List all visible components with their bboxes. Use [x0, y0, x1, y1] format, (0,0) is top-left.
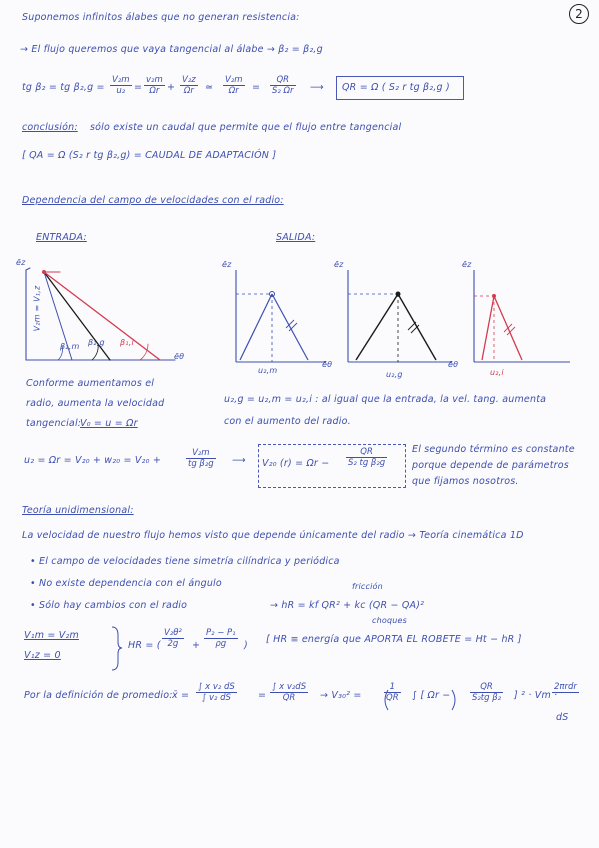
frac-v2m-tgb: $\frac{\text{V₂m}}{\text{tg β₂g}}$ — [188, 448, 214, 469]
eo-axis-label-2: ēθ — [322, 360, 333, 369]
v20-equation: V₂₀ (r) = Ωr − — [262, 458, 330, 469]
eo-axis-label-1: ēθ — [174, 352, 185, 361]
prom-tail: ] ² · Vm · — [514, 690, 558, 701]
qr-result: QR = Ω ( S₂ r tg β₂,g ) — [342, 82, 450, 93]
tangential-flow-line: → El flujo queremos que vaya tangencial al álabe → β₂ = β₂,g — [20, 44, 323, 55]
comment-line-2: radio, aumenta la velocidad — [26, 398, 165, 409]
beta-2g-label: β₂,g — [88, 338, 105, 347]
frac-qr-s2tgb: $\frac{QR}{\text{S₂ tg β₂g}}$ — [348, 447, 386, 468]
teoria-text: La velocidad de nuestro flujo hemos visto que depende únicamente del radio → Teoría cinemática 1D — [22, 530, 524, 541]
frac-v2z-or: $\frac{\text{V₂z}}{\Omega r}$ — [182, 75, 196, 96]
paren-close: ) — [244, 640, 248, 651]
comment-line-3: tangencial: — [26, 418, 82, 429]
arrow: ⟶ — [310, 82, 324, 93]
salida-triangle-g — [348, 270, 452, 362]
salida-label: SALIDA: — [276, 232, 316, 243]
v1z-eq: V₁z = 0 — [24, 650, 61, 661]
entrada-label: ENTRADA: — [36, 232, 87, 243]
frac-1-qr: $\frac{1}{QR}$ — [386, 682, 399, 703]
note-line-2: porque depende de parámetros — [412, 460, 569, 471]
ez-axis-label-1: ēz — [16, 258, 26, 267]
salida-comment-1: u₂,g = u₂,m = u₂,i : al igual que la entrada, la vel. tang. aumenta — [224, 394, 547, 405]
arrow: ⟶ — [232, 455, 246, 466]
teoria-title: Teoría unidimensional: — [22, 505, 134, 516]
u2-equation: u₂ = Ωr = V₂₀ + w₂₀ = V₂₀ + — [24, 455, 161, 466]
tan-eq-start: tg β₂ = tg β₂,g = — [22, 82, 105, 93]
ez-axis-label-4: ēz — [462, 260, 472, 269]
frac-int-xv-qr: $\frac{\text{∫ x v₂dS}}{QR}$ — [272, 682, 307, 703]
salida-triangle-m — [236, 270, 326, 362]
hr-losses-eq: → hR = kf QR² + kc (QR − QA)² — [270, 600, 425, 611]
bullet-3: • Sólo hay cambios con el radio — [30, 600, 188, 611]
frac-qr: $\frac{QR}{\text{S₂ Ωr}}$ — [272, 75, 294, 96]
note-line-1: El segundo término es constante — [412, 444, 575, 455]
choques-label: choques — [372, 616, 408, 625]
beta-2i-label: β₁,i — [120, 338, 134, 347]
promedio-label: Por la definición de promedio: — [24, 690, 173, 701]
friccion-label: fricción — [352, 582, 383, 591]
frac-dp-rhog: $\frac{\text{P₂ − P₁}}{\rho g}$ — [206, 628, 236, 649]
conclusion-label: conclusión: — [22, 122, 78, 133]
HR-definition: [ HR ≡ energía que APORTA EL ROBETE = Ht − hR ] — [266, 634, 522, 645]
frac-v2m-u2: $\frac{\text{V₂m}}{\text{u₂}}$ — [112, 75, 130, 96]
dependence-title: Dependencia del campo de velocidades con el radio: — [22, 195, 284, 206]
eq-sign: ≃ — [205, 82, 214, 93]
u2i-label: u₂,i — [490, 368, 504, 377]
eq-sign: = — [258, 690, 267, 701]
eq-sign: + — [192, 640, 201, 651]
eq-sign: + — [167, 82, 176, 93]
vside-label: V₂m = V₁,z — [32, 285, 42, 332]
prom-v-eq: → V₃₀² = — [320, 690, 362, 701]
eq-sign: = — [134, 82, 143, 93]
frac-2pirdr: 2πrdr — [554, 682, 577, 692]
frac-v2m-or: $\frac{\text{v₂m}}{\Omega r}$ — [146, 75, 163, 96]
prom-ds: dS — [556, 712, 569, 723]
eq-sign: = — [252, 82, 261, 93]
frac-int-xv-v: $\frac{\text{∫ x v₂ dS}}{\text{∫ v₂ dS}}$ — [198, 682, 235, 703]
bullet-1: • El campo de velocidades tiene simetría cilíndrica y periódica — [30, 556, 340, 567]
comment-line-1: Conforme aumentamos el — [26, 378, 155, 389]
prom-integral: ∫ [ Ωr − — [412, 690, 451, 701]
note-line-3: que fijamos nosotros. — [412, 476, 519, 487]
beta-2m-label: β₂,m — [60, 342, 80, 351]
HR-eq: HR = ( — [128, 640, 161, 651]
salida-comment-2: con el aumento del radio. — [224, 416, 351, 427]
frac-v2o2-2g: $\frac{\text{V₂θ²}}{2g}$ — [164, 628, 182, 649]
promedio-x: x̄ = — [172, 690, 190, 701]
u2g-label: u₂,g — [386, 370, 403, 379]
intro-line: Suponemos infinitos álabes que no generan resistencia: — [22, 12, 300, 23]
frac-v2m-or-2: $\frac{\text{V₂m}}{\Omega r}$ — [225, 75, 243, 96]
ez-axis-label-2: ēz — [222, 260, 232, 269]
eo-axis-label-3: ēθ — [448, 360, 459, 369]
conclusion-text: sólo existe un caudal que permite que el flujo entre tangencial — [90, 122, 402, 133]
ez-axis-label-3: ēz — [334, 260, 344, 269]
vm-eq: V₁m = V₂m — [24, 630, 79, 641]
u2m-label: u₂,m — [258, 366, 278, 375]
bullet-2: • No existe dependencia con el ángulo — [30, 578, 222, 589]
frac-qr-s2tgb2: $\frac{QR}{\text{S₂tg β₂}}$ — [472, 682, 502, 703]
tangential-velocity-eq: V₀ = u = Ωr — [80, 418, 138, 429]
adaptation-flow: [ QA = Ω (S₂ r tg β₂,g) = CAUDAL DE ADAPTACIÓN ] — [22, 150, 277, 161]
salida-triangle-i — [474, 270, 570, 362]
page-number: 2 — [569, 4, 589, 24]
